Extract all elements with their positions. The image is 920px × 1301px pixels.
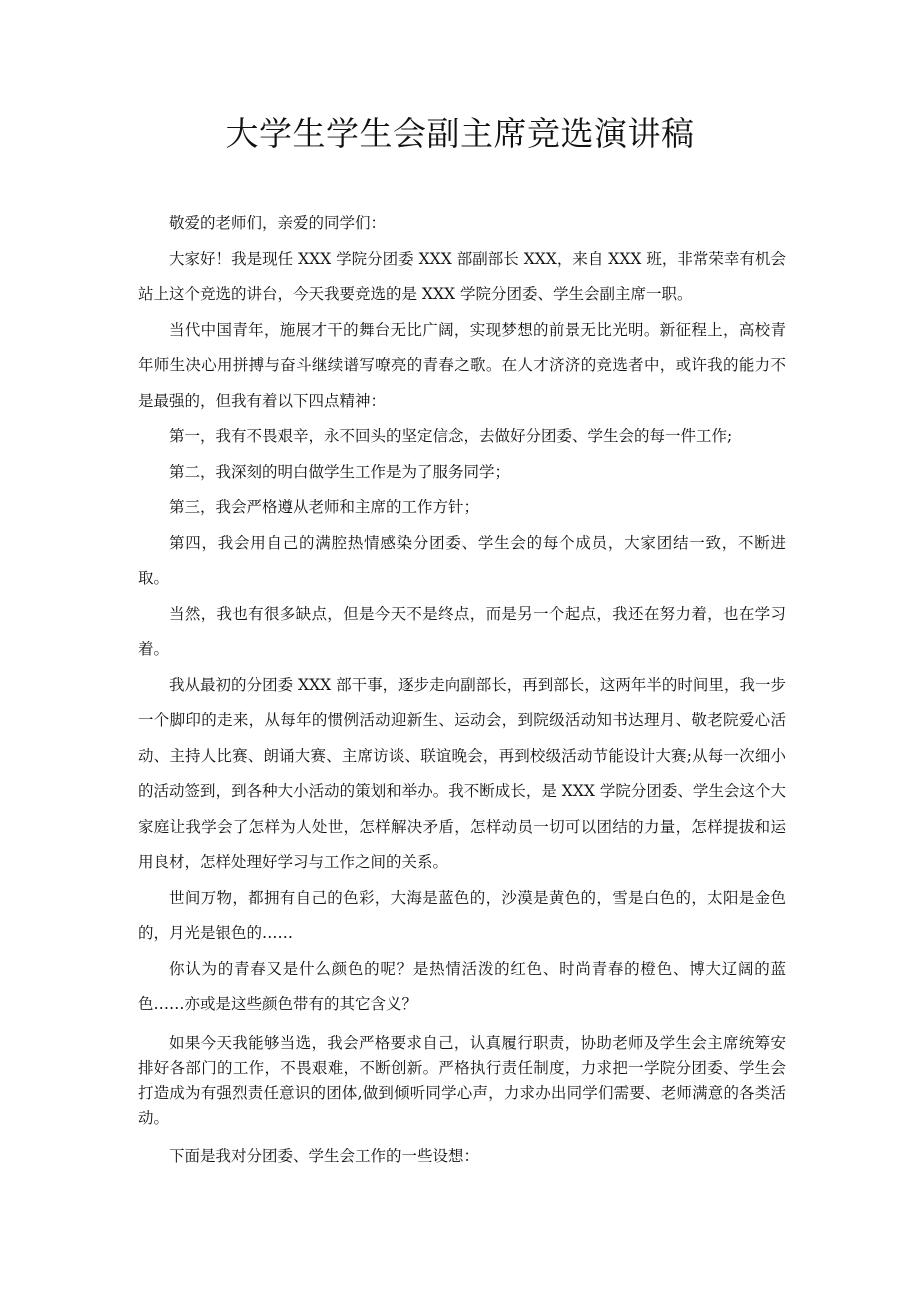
commitment-paragraph: 如果今天我能够当选，我会严格要求自己，认真履行职责，协助老师及学生会主席统筹安排好各部门的工作，不畏艰难，不断创新。严格执行责任制度，力求把一学院分团委、学生会打造成为有强烈责任意识的团体,做到倾听同学心声，力求办出同学们需要、老师满意的各类活动。 bbox=[138, 1033, 786, 1127]
experience-paragraph: 我从最初的分团委 XXX 部干事，逐步走向副部长，再到部长，这两年半的时间里，我一步一个脚印的走来，从每年的惯例活动迎新生、运动会，到院级活动知书达理月、敬老院爱心活动、主持人比赛、朗诵大赛、主席访谈、联谊晚会，再到校级活动节能设计大赛;从每一次细小的活动签到，到各种大小活动的策划和举办。我不断成长，是 XXX 学院分团委、学生会这个大家庭让我学会了怎样为人处世，怎样解决矛盾，怎样动员一切可以团结的力量，怎样提拔和运用良材，怎样处理好学习与工作之间的关系。 bbox=[138, 675, 786, 871]
youth-paragraph: 当代中国青年，施展才干的舞台无比广阔，实现梦想的前景无比光明。新征程上，高校青年师生决心用拼搏与奋斗继续谱写嘹亮的青春之歌。在人才济济的竞选者中，或许我的能力不是最强的，但我有着以下四点精神： bbox=[138, 320, 786, 410]
colors-paragraph: 世间万物，都拥有自己的色彩，大海是蓝色的，沙漠是黄色的，雪是白色的，太阳是金色的，月光是银色的…… bbox=[138, 888, 786, 942]
shortcomings-paragraph: 当然，我也有很多缺点，但是今天不是终点，而是另一个起点，我还在努力着，也在学习着。 bbox=[138, 604, 786, 658]
intro-paragraph: 大家好！我是现任 XXX 学院分团委 XXX 部副部长 XXX，来自 XXX 班，非常荣幸有机会站上这个竞选的讲台，今天我要竞选的是 XXX 学院分团委、学生会副主席一职。 bbox=[138, 249, 786, 303]
point-one-paragraph: 第一，我有不畏艰辛，永不回头的坚定信念，去做好分团委、学生会的每一件工作; bbox=[169, 427, 733, 445]
plans-intro-paragraph: 下面是我对分团委、学生会工作的一些设想： bbox=[169, 1146, 480, 1165]
salutation-paragraph: 敬爱的老师们，亲爱的同学们： bbox=[169, 214, 387, 232]
point-two-paragraph: 第二，我深刻的明白做学生工作是为了服务同学； bbox=[169, 462, 511, 481]
point-four-paragraph: 第四，我会用自己的满腔热情感染分团委、学生会的每个成员，大家团结一致，不断进取。 bbox=[138, 533, 786, 587]
document-title: 大学生学生会副主席竞选演讲稿 bbox=[225, 114, 695, 153]
document-body bbox=[138, 206, 786, 1174]
youth-color-paragraph: 你认为的青春又是什么颜色的呢？是热情活泼的红色、时尚青春的橙色、博大辽阔的蓝色……亦或是这些颜色带有的其它含义？ bbox=[138, 959, 786, 1013]
point-three-paragraph: 第三，我会严格遵从老师和主席的工作方针； bbox=[169, 498, 480, 516]
